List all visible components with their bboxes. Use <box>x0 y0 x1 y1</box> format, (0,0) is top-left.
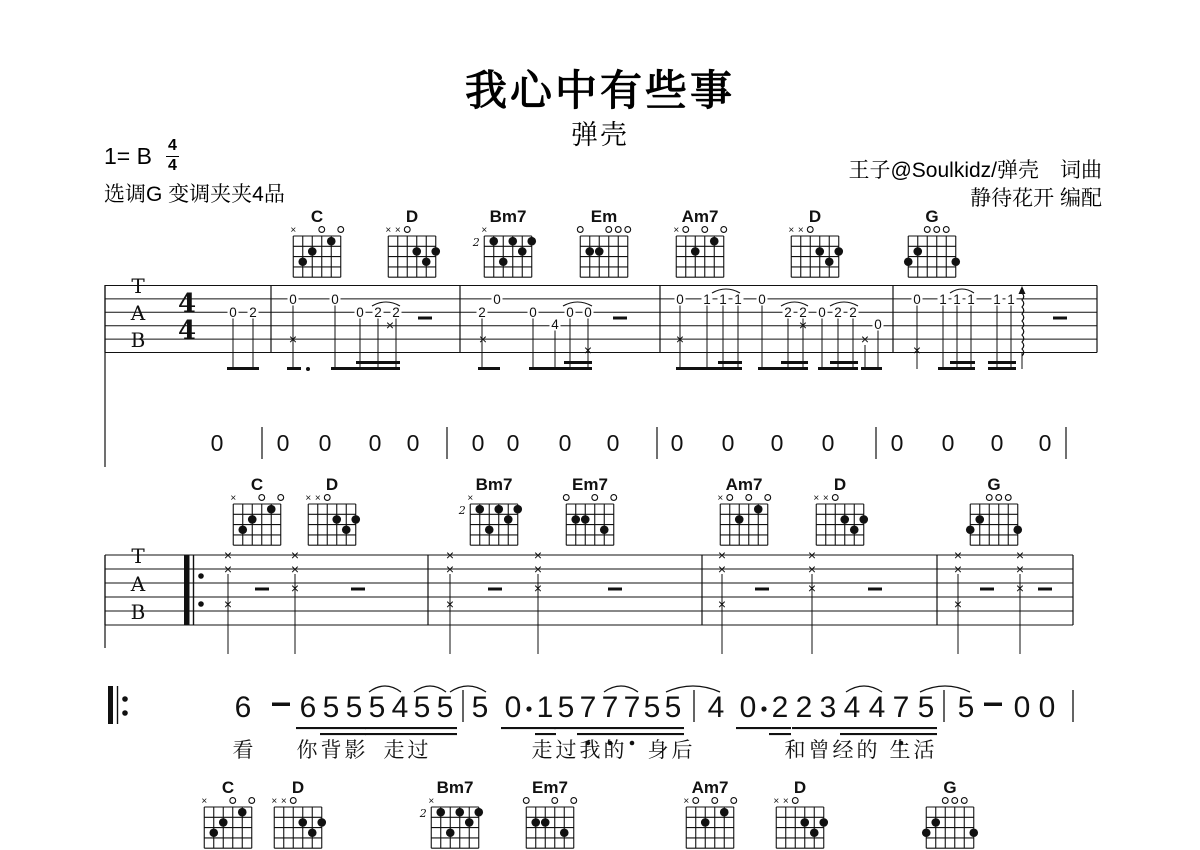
svg-text:2: 2 <box>419 807 427 820</box>
svg-text:×: × <box>394 225 401 236</box>
svg-text:×: × <box>912 341 922 358</box>
svg-text:5: 5 <box>471 691 489 724</box>
chord-diagram-G <box>966 475 1022 545</box>
svg-text:生: 生 <box>889 739 911 762</box>
svg-text:×: × <box>223 560 233 577</box>
svg-text:0: 0 <box>356 304 364 320</box>
svg-text:0: 0 <box>566 304 574 320</box>
chord-diagram-Bm7 <box>458 475 522 545</box>
svg-text:1: 1 <box>536 691 554 724</box>
svg-text:经: 经 <box>832 739 854 762</box>
svg-text:×: × <box>583 341 593 358</box>
svg-text:2: 2 <box>795 691 813 724</box>
svg-text:Bm7: Bm7 <box>475 475 513 494</box>
tab-staff-2 <box>105 544 1073 654</box>
credit-arranger: 静待花开 编配 <box>970 187 1102 210</box>
svg-text:×: × <box>807 546 817 563</box>
svg-text:G: G <box>943 778 957 797</box>
svg-text:2: 2 <box>392 304 400 320</box>
chord-diagram-Bm7 <box>472 207 536 277</box>
svg-text:1: 1 <box>939 291 947 307</box>
svg-text:4: 4 <box>551 316 559 332</box>
svg-text:×: × <box>467 493 474 504</box>
svg-text:0: 0 <box>229 304 237 320</box>
svg-text:×: × <box>445 560 455 577</box>
svg-text:0: 0 <box>289 291 297 307</box>
svg-text:0: 0 <box>331 291 339 307</box>
svg-text:×: × <box>822 493 829 504</box>
song-title: 我心中有些事 <box>464 67 735 114</box>
chord-diagram-C <box>201 778 254 848</box>
svg-text:0: 0 <box>913 291 921 307</box>
chord-diagram-Am7 <box>673 207 726 277</box>
svg-text:×: × <box>223 595 233 612</box>
svg-text:0: 0 <box>739 691 757 724</box>
svg-text:0: 0 <box>471 430 485 456</box>
svg-text:的: 的 <box>603 739 625 762</box>
svg-text:×: × <box>673 225 680 236</box>
svg-text:×: × <box>290 560 300 577</box>
svg-text:×: × <box>290 579 300 596</box>
svg-text:2: 2 <box>374 304 382 320</box>
svg-text:2: 2 <box>458 504 466 517</box>
svg-text:T: T <box>131 274 145 298</box>
svg-text:×: × <box>230 493 237 504</box>
time-top: 4 <box>166 138 179 157</box>
svg-text:1: 1 <box>967 291 975 307</box>
svg-text:×: × <box>773 796 780 807</box>
svg-text:0: 0 <box>941 430 955 456</box>
chord-diagram-Am7 <box>717 475 770 545</box>
svg-text:4: 4 <box>707 691 725 724</box>
svg-text:×: × <box>305 493 312 504</box>
svg-text:0: 0 <box>529 304 537 320</box>
svg-text:×: × <box>953 560 963 577</box>
svg-text:身: 身 <box>647 739 669 762</box>
svg-text:×: × <box>223 546 233 563</box>
svg-text:2: 2 <box>799 304 807 320</box>
svg-text:7: 7 <box>579 691 597 724</box>
svg-text:G: G <box>925 207 939 226</box>
svg-text:0: 0 <box>1038 430 1052 456</box>
svg-text:看: 看 <box>232 739 254 762</box>
svg-text:0: 0 <box>558 430 572 456</box>
svg-text:背: 背 <box>320 739 342 762</box>
svg-text:1: 1 <box>703 291 711 307</box>
svg-text:×: × <box>1015 546 1025 563</box>
chord-diagram-C <box>230 475 283 545</box>
svg-text:×: × <box>717 546 727 563</box>
svg-text:0: 0 <box>504 691 522 724</box>
svg-text:走: 走 <box>383 739 405 762</box>
svg-text:5: 5 <box>322 691 340 724</box>
chord-diagram-D <box>788 207 843 277</box>
chord-diagram-D <box>271 778 326 848</box>
chord-diagram-Em <box>577 207 630 277</box>
chord-diagram-Bm7 <box>419 778 483 848</box>
svg-text:×: × <box>533 560 543 577</box>
svg-text:C: C <box>221 778 235 797</box>
svg-text:D: D <box>793 778 807 797</box>
svg-text:D: D <box>291 778 305 797</box>
svg-text:×: × <box>717 595 727 612</box>
svg-text:B: B <box>130 600 146 624</box>
tuning-info: 选调G 变调夹夹4品 <box>104 183 285 206</box>
svg-text:活: 活 <box>913 739 935 762</box>
svg-text:0: 0 <box>1013 691 1031 724</box>
svg-text:×: × <box>385 316 395 333</box>
svg-text:0: 0 <box>818 304 826 320</box>
chord-diagram-Em7 <box>523 778 576 848</box>
svg-text:你: 你 <box>296 739 318 762</box>
chord-diagram-D <box>305 475 360 545</box>
svg-text:×: × <box>953 595 963 612</box>
svg-text:D: D <box>325 475 339 494</box>
svg-text:影: 影 <box>344 739 366 762</box>
chord-diagram-G <box>922 778 978 848</box>
svg-text:0: 0 <box>890 430 904 456</box>
svg-text:Em7: Em7 <box>572 475 608 494</box>
svg-text:×: × <box>807 579 817 596</box>
credit-writers: 王子@Soulkidz/弹壳 词曲 <box>848 159 1102 182</box>
svg-text:后: 后 <box>671 739 693 762</box>
svg-text:4: 4 <box>177 289 197 319</box>
chord-row-3 <box>201 778 978 848</box>
svg-text:×: × <box>860 330 870 347</box>
svg-text:过: 过 <box>407 739 429 762</box>
svg-text:×: × <box>788 225 795 236</box>
svg-text:5: 5 <box>917 691 935 724</box>
svg-text:2: 2 <box>849 304 857 320</box>
svg-text:×: × <box>1015 579 1025 596</box>
svg-text:D: D <box>833 475 847 494</box>
svg-text:Bm7: Bm7 <box>436 778 474 797</box>
svg-text:2: 2 <box>784 304 792 320</box>
svg-text:4: 4 <box>868 691 886 724</box>
svg-text:6: 6 <box>299 691 317 724</box>
svg-text:2: 2 <box>771 691 789 724</box>
svg-text:1: 1 <box>719 291 727 307</box>
svg-text:×: × <box>271 796 278 807</box>
svg-text:6: 6 <box>234 691 252 724</box>
svg-text:0: 0 <box>821 430 835 456</box>
svg-text:5: 5 <box>957 691 975 724</box>
chord-diagram-Em7 <box>563 475 616 545</box>
svg-text:×: × <box>290 546 300 563</box>
svg-text:×: × <box>533 579 543 596</box>
svg-text:C: C <box>250 475 264 494</box>
svg-text:×: × <box>683 796 690 807</box>
svg-text:0: 0 <box>1038 691 1056 724</box>
svg-text:×: × <box>797 225 804 236</box>
svg-text:×: × <box>478 330 488 347</box>
svg-text:4: 4 <box>391 691 409 724</box>
svg-text:0: 0 <box>874 316 882 332</box>
svg-text:1: 1 <box>993 291 1001 307</box>
svg-text:×: × <box>782 796 789 807</box>
svg-text:7: 7 <box>623 691 641 724</box>
svg-text:0: 0 <box>318 430 332 456</box>
svg-text:Bm7: Bm7 <box>489 207 527 226</box>
svg-text:5: 5 <box>368 691 386 724</box>
svg-text:×: × <box>798 316 808 333</box>
svg-text:G: G <box>987 475 1001 494</box>
svg-text:4: 4 <box>843 691 861 724</box>
svg-text:0: 0 <box>758 291 766 307</box>
svg-text:×: × <box>1015 560 1025 577</box>
svg-text:4: 4 <box>177 316 197 346</box>
svg-text:0: 0 <box>721 430 735 456</box>
svg-text:0: 0 <box>506 430 520 456</box>
svg-text:×: × <box>717 493 724 504</box>
svg-text:Am7: Am7 <box>691 778 729 797</box>
svg-text:C: C <box>310 207 324 226</box>
svg-text:×: × <box>445 595 455 612</box>
artist-name: 弹壳 <box>571 120 629 150</box>
svg-text:Am7: Am7 <box>725 475 763 494</box>
svg-text:走: 走 <box>531 739 553 762</box>
svg-text:0: 0 <box>676 291 684 307</box>
vocal-melody-line <box>108 686 1073 762</box>
svg-text:0: 0 <box>606 430 620 456</box>
svg-text:0: 0 <box>584 304 592 320</box>
svg-text:5: 5 <box>413 691 431 724</box>
chord-diagram-Am7 <box>683 778 736 848</box>
chord-row-2 <box>230 475 1022 545</box>
svg-text:7: 7 <box>892 691 910 724</box>
svg-text:2: 2 <box>472 236 480 249</box>
svg-text:2: 2 <box>834 304 842 320</box>
svg-text:B: B <box>130 328 146 352</box>
svg-text:A: A <box>130 301 146 325</box>
chord-diagram-D <box>813 475 868 545</box>
svg-text:×: × <box>807 560 817 577</box>
svg-text:5: 5 <box>345 691 363 724</box>
intro-vocal-line <box>211 427 1066 459</box>
svg-text:×: × <box>280 796 287 807</box>
svg-text:5: 5 <box>436 691 454 724</box>
svg-text:0: 0 <box>210 430 224 456</box>
svg-text:1: 1 <box>734 291 742 307</box>
svg-text:0: 0 <box>406 430 420 456</box>
svg-text:D: D <box>808 207 822 226</box>
chord-row-1 <box>290 207 960 277</box>
svg-text:×: × <box>533 546 543 563</box>
svg-text:2: 2 <box>478 304 486 320</box>
time-bottom: 4 <box>167 156 177 174</box>
svg-text:×: × <box>813 493 820 504</box>
svg-text:0: 0 <box>276 430 290 456</box>
svg-text:×: × <box>290 225 297 236</box>
svg-text:×: × <box>717 560 727 577</box>
svg-text:5: 5 <box>557 691 575 724</box>
svg-text:0: 0 <box>990 430 1004 456</box>
svg-text:的: 的 <box>856 739 878 762</box>
key-text: 1= B <box>104 142 152 169</box>
svg-text:×: × <box>288 330 298 347</box>
svg-text:我: 我 <box>579 739 601 762</box>
chord-diagram-D <box>385 207 440 277</box>
svg-text:×: × <box>445 546 455 563</box>
svg-text:0: 0 <box>670 430 684 456</box>
svg-text:曾: 曾 <box>808 739 830 762</box>
svg-text:Em: Em <box>590 207 618 226</box>
chord-diagram-G <box>904 207 960 277</box>
svg-text:T: T <box>131 544 145 568</box>
chord-diagram-D <box>773 778 828 848</box>
svg-text:1: 1 <box>953 291 961 307</box>
svg-text:和: 和 <box>784 739 806 762</box>
svg-text:过: 过 <box>555 739 577 762</box>
svg-text:0: 0 <box>493 291 501 307</box>
svg-text:5: 5 <box>664 691 682 724</box>
chord-diagram-C <box>290 207 343 277</box>
svg-text:2: 2 <box>249 304 257 320</box>
svg-text:D: D <box>405 207 419 226</box>
svg-text:×: × <box>428 796 435 807</box>
svg-text:3: 3 <box>819 691 837 724</box>
svg-text:0: 0 <box>368 430 382 456</box>
svg-text:A: A <box>130 572 146 596</box>
svg-text:×: × <box>481 225 488 236</box>
svg-text:×: × <box>675 330 685 347</box>
svg-text:Am7: Am7 <box>681 207 719 226</box>
svg-text:×: × <box>201 796 208 807</box>
svg-text:5: 5 <box>643 691 661 724</box>
svg-text:×: × <box>385 225 392 236</box>
svg-text:×: × <box>314 493 321 504</box>
svg-text:×: × <box>953 546 963 563</box>
svg-text:0: 0 <box>770 430 784 456</box>
svg-text:7: 7 <box>601 691 619 724</box>
svg-text:1: 1 <box>1007 291 1015 307</box>
svg-text:Em7: Em7 <box>532 778 568 797</box>
